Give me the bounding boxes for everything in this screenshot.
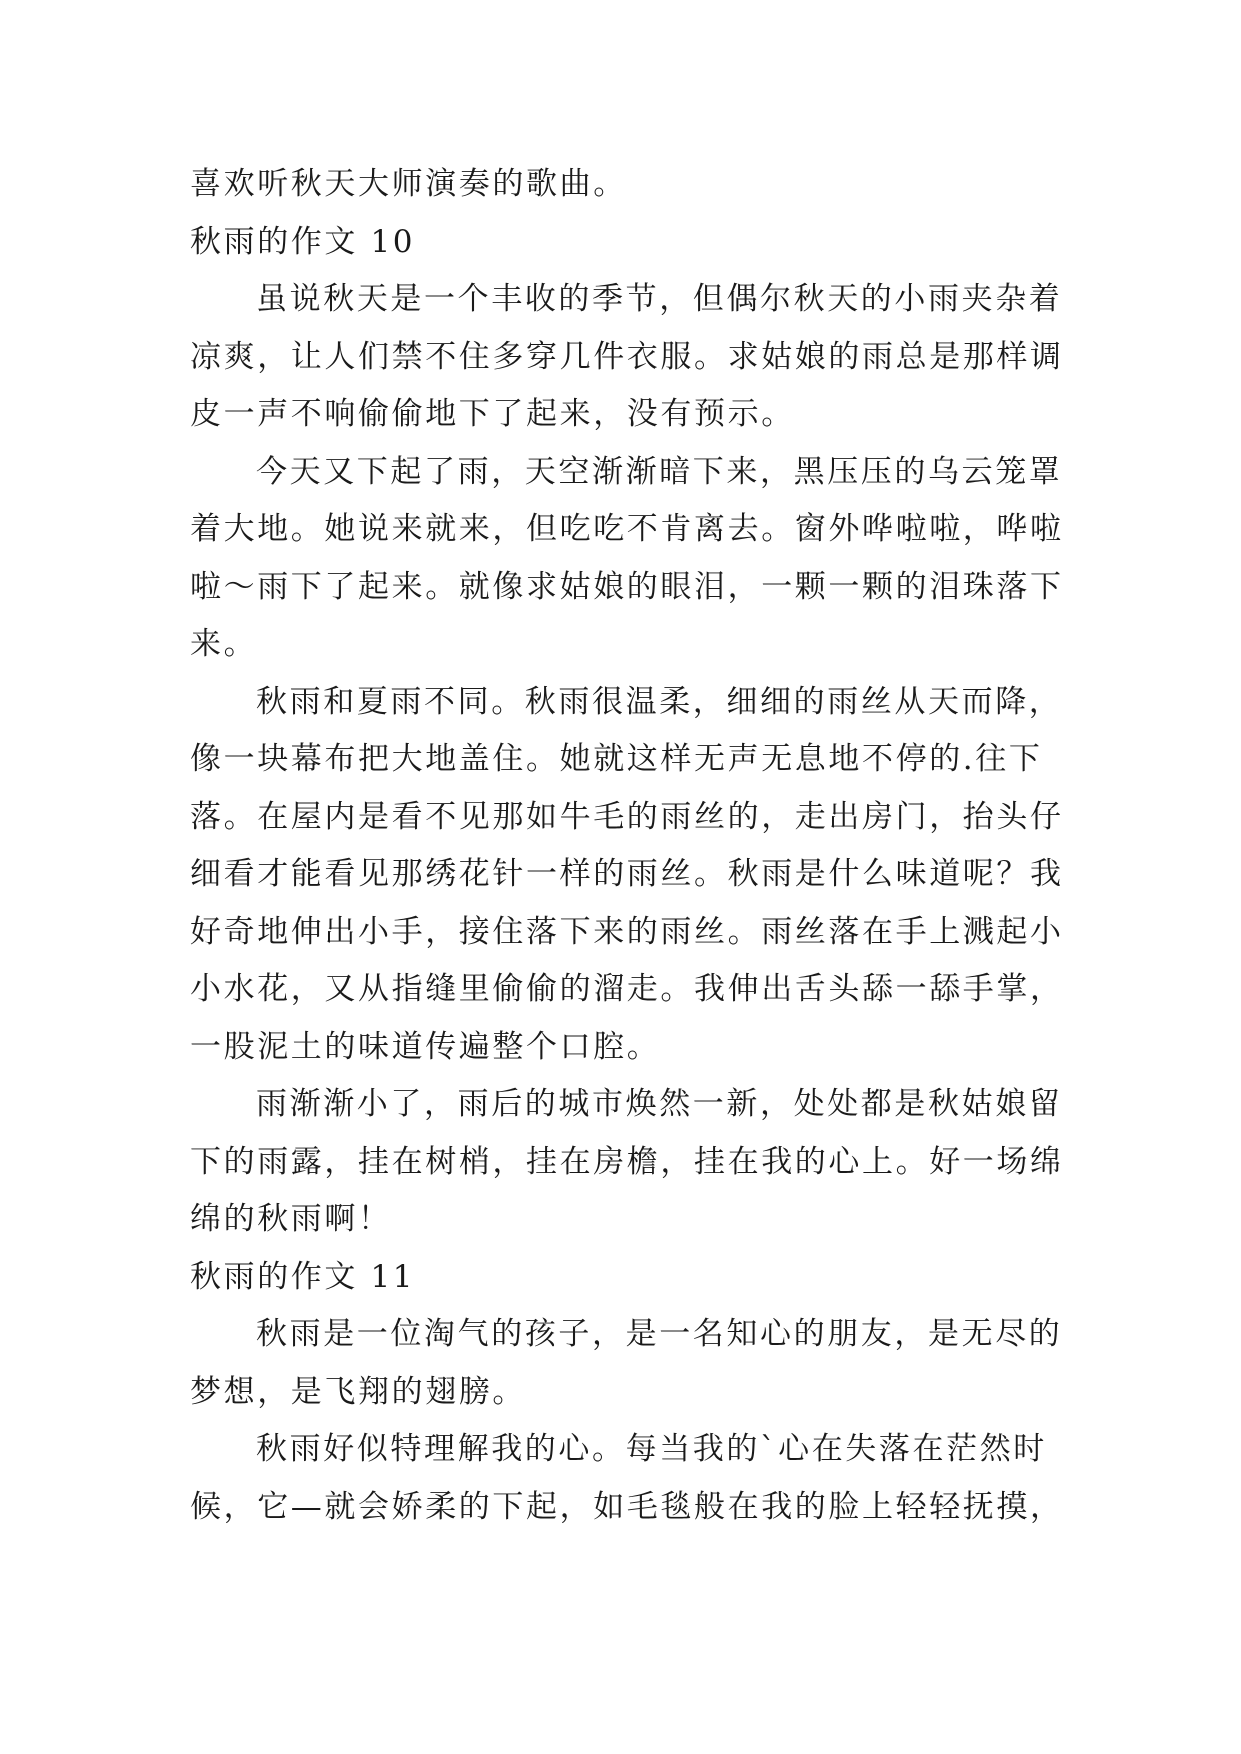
text-line: 像一块幕布把大地盖住。她就这样无声无息地不停的.往下 xyxy=(190,741,1043,777)
text-line: 绵的秋雨啊！ xyxy=(190,1201,392,1237)
text-line: 喜欢听秋天大师演奏的歌曲。 xyxy=(190,166,627,202)
text-line: 好奇地伸出小手，接住落下来的雨丝。雨丝落在手上溅起小 xyxy=(190,913,1064,950)
text-line: 今天又下起了雨，天空渐渐暗下来，黑压压的乌云笼罩 xyxy=(256,453,1063,490)
text-line: 凉爽，让人们禁不住多穿几件衣服。求姑娘的雨总是那样调 xyxy=(190,338,1064,375)
text-line: 雨渐渐小了，雨后的城市焕然一新，处处都是秋姑娘留 xyxy=(256,1086,1063,1122)
text-line: 小水花，又从指缝里偷偷的溜走。我伸出舌头舔一舔手掌， xyxy=(190,971,1064,1007)
text-line: 秋雨是一位淘气的孩子，是一名知心的朋友，是无尽的 xyxy=(256,1316,1063,1352)
text-line: 着大地。她说来就来，但吃吃不肯离去。窗外哗啦啦，哗啦 xyxy=(190,511,1064,547)
text-line: 候，它—就会娇柔的下起，如毛毯般在我的脸上轻轻抚摸， xyxy=(190,1488,1064,1525)
text-line: 落。在屋内是看不见那如牛毛的雨丝的，走出房门，抬头仔 xyxy=(190,798,1064,835)
essay-heading: 秋雨的作文 10 xyxy=(190,223,416,260)
text-line: 细看才能看见那绣花针一样的雨丝。秋雨是什么味道呢？我 xyxy=(190,856,1064,892)
text-line: 虽说秋天是一个丰收的季节，但偶尔秋天的小雨夹杂着 xyxy=(256,281,1063,317)
text-line: 皮一声不响偷偷地下了起来，没有预示。 xyxy=(190,396,795,432)
essay-heading: 秋雨的作文 11 xyxy=(190,1258,416,1295)
text-line: 下的雨露，挂在树梢，挂在房檐，挂在我的心上。好一场绵 xyxy=(190,1143,1064,1180)
text-line: 啦～雨下了起来。就像求姑娘的眼泪，一颗一颗的泪珠落下 xyxy=(190,568,1064,605)
text-line: 秋雨好似特理解我的心。每当我的`心在失落在茫然时 xyxy=(256,1431,1047,1467)
text-line: 一股泥土的味道传遍整个口腔。 xyxy=(190,1028,661,1065)
text-line: 梦想，是飞翔的翅膀。 xyxy=(190,1373,526,1410)
text-line: 秋雨和夏雨不同。秋雨很温柔，细细的雨丝从天而降， xyxy=(256,683,1063,720)
text-line: 来。 xyxy=(190,626,258,662)
essay-text xyxy=(190,156,1070,1536)
